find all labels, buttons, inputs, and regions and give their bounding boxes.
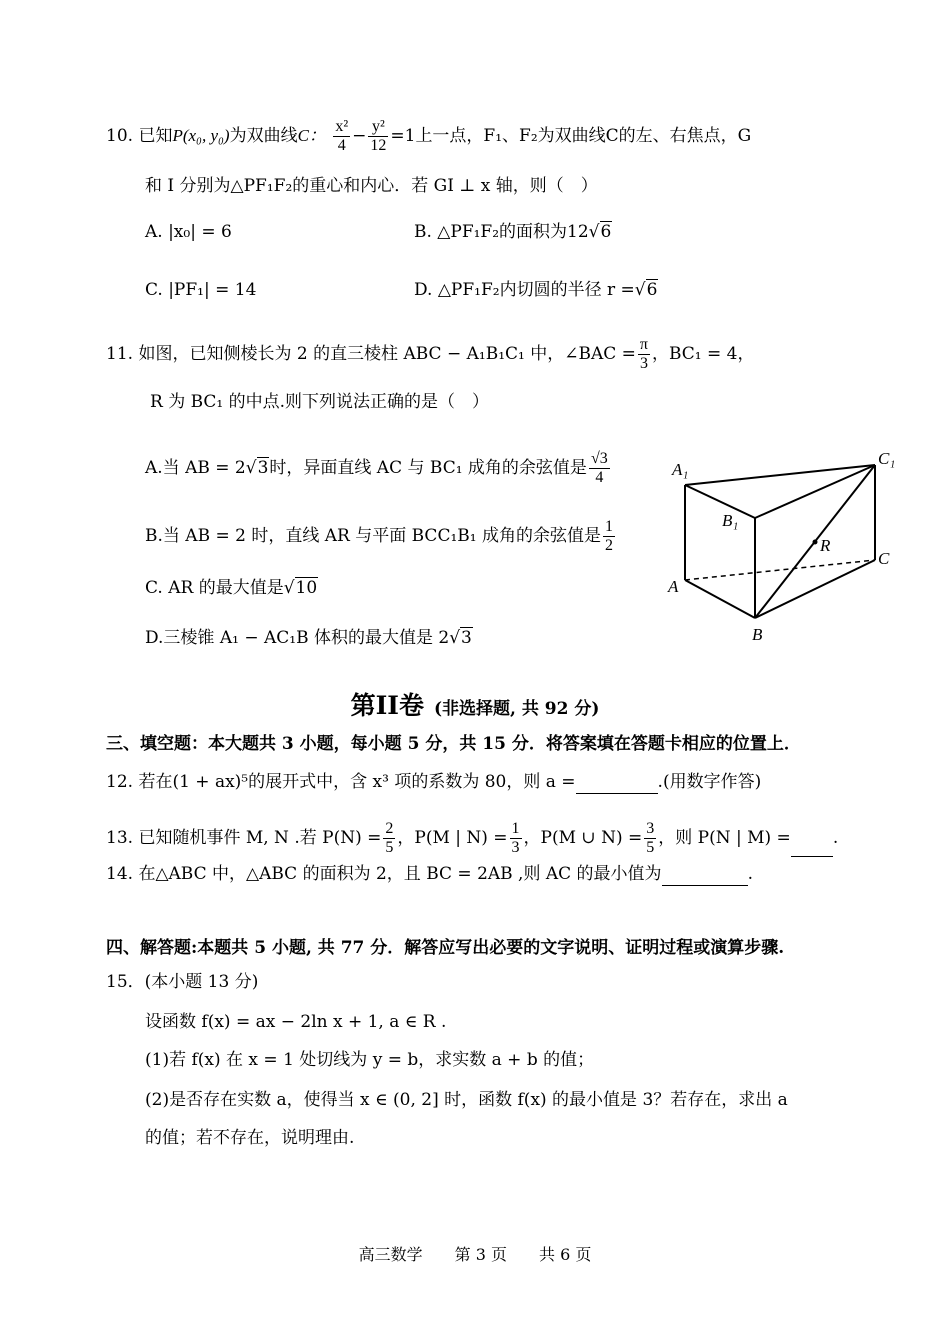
label-c: C — [878, 549, 890, 568]
section-2-subtitle: (非选择题, 共 92 分) — [433, 699, 600, 719]
section-2-title: 第II卷 — [350, 691, 424, 720]
q10-frac-x — [333, 118, 350, 155]
frac-denominator: 5 — [646, 839, 655, 856]
radicand: 10 — [295, 578, 318, 598]
point-r — [813, 540, 818, 545]
option-text: B. △PF₁F₂的面积为12 — [414, 222, 589, 242]
q11-option-c: C. AR 的最大值是√10 — [145, 578, 318, 598]
section-2-heading — [0, 686, 950, 722]
edge-ab — [685, 580, 755, 618]
edge-bc — [755, 560, 875, 618]
frac-numerator: 1 — [604, 518, 613, 535]
q11-text-end: ，BC₁ = 4， — [651, 344, 755, 364]
edge-a1b1 — [685, 485, 755, 518]
radicand: 3 — [257, 458, 269, 478]
q14-text: 14. 在△ABC 中，△ABC 的面积为 2，且 BC = 2AB ,则 AC 的最小值为 — [106, 864, 662, 884]
radicand: 6 — [646, 280, 658, 300]
q15-title: 15．(本小题 13 分) — [106, 972, 259, 992]
q13-answer-blank[interactable] — [791, 838, 833, 857]
q11-option-b — [145, 518, 617, 555]
q12-line — [106, 770, 761, 794]
option-text: A.当 AB = 2 — [145, 458, 246, 478]
q10-frac-y — [368, 118, 388, 155]
q10-line2: 和 I 分别为△PF₁F₂的重心和内心．若 GI ⊥ x 轴，则（ ） — [145, 176, 598, 196]
label-b: B — [752, 625, 763, 644]
minus-sign: − — [352, 126, 367, 146]
q13-text: 13. 已知随机事件 M, N .若 P(N) = — [106, 828, 382, 848]
q11-b-frac — [603, 518, 615, 555]
q15-line4: 的值；若不存在，说明理由. — [145, 1128, 355, 1148]
frac-numerator: 3 — [646, 820, 655, 837]
q13-frac-1 — [383, 820, 395, 857]
option-text: D.三棱锥 A₁ − AC₁B 体积的最大值是 2 — [145, 628, 450, 648]
frac-numerator: y² — [368, 118, 388, 137]
q10-curve: C： — [297, 126, 326, 145]
q13-text: ，则 P(N | M) = — [658, 828, 791, 848]
equals-one: =1 — [390, 126, 416, 146]
q13-period: . — [832, 828, 839, 848]
q13-text: ，P(M ∪ N) = — [523, 828, 643, 848]
option-text: 时，异面直线 AC 与 BC₁ 成角的余弦值是 — [269, 458, 587, 478]
frac-denominator: 3 — [639, 355, 648, 372]
q13-frac-3 — [644, 820, 656, 857]
q11-line2: R 为 BC₁ 的中点.则下列说法正确的是（ ） — [150, 392, 490, 412]
radicand: 6 — [600, 222, 612, 242]
page-footer: 高三数学 第 3 页 共 6 页 — [358, 1245, 592, 1264]
q10-option-b: B. △PF₁F₂的面积为12√6 — [414, 222, 612, 242]
q11-a-frac — [589, 450, 610, 487]
label-a1: A₁ — [672, 460, 689, 479]
frac-denominator: 4 — [595, 469, 604, 486]
q14-line — [106, 862, 753, 886]
frac-denominator: 2 — [604, 537, 613, 554]
q13-frac-2 — [510, 820, 522, 857]
q12-text: 12. 若在(1 + ax)⁵的展开式中，含 x³ 项的系数为 80，则 a = — [106, 772, 576, 792]
q15-line2: (1)若 f(x) 在 x = 1 处切线为 y = b，求实数 a + b 的值； — [145, 1050, 595, 1070]
edge-a1c1 — [685, 465, 875, 485]
q10-option-a: A. |x₀| = 6 — [145, 222, 232, 242]
q13-line — [106, 820, 838, 857]
edge-b1c1 — [755, 465, 875, 518]
q14-answer-blank[interactable] — [662, 867, 748, 886]
q12-text-end: .(用数字作答) — [657, 772, 762, 792]
label-r: R — [820, 536, 831, 555]
radicand: 3 — [461, 628, 472, 648]
q10-option-c: C. |PF₁| = 14 — [145, 280, 257, 300]
option-text: C. AR 的最大值是 — [145, 578, 284, 598]
edge-ac-hidden — [685, 560, 875, 580]
q10-point: P(x₀, y₀) — [172, 126, 230, 145]
frac-denominator: 12 — [370, 137, 387, 154]
part4-heading: 四、解答题:本题共 5 小题, 共 77 分．解答应写出必要的文字说明、证明过程或演算步骤. — [106, 938, 785, 958]
q11-line1 — [106, 336, 754, 373]
q11-text: 11. 如图，已知侧棱长为 2 的直三棱柱 ABC − A₁B₁C₁ 中，∠BAC = — [106, 344, 636, 364]
frac-numerator: π — [639, 336, 648, 353]
label-b1: B₁ — [722, 511, 739, 530]
frac-denominator: 5 — [385, 839, 394, 856]
q15-line3: (2)是否存在实数 a，使得当 x ∈ (0, 2] 时，函数 f(x) 的最小值是 3？若存在，求出 a — [145, 1090, 788, 1110]
frac-denominator: 3 — [511, 839, 520, 856]
part3-heading: 三、填空题：本大题共 3 小题，每小题 5 分，共 15 分．将答案填在答题卡相应的位置上． — [106, 734, 801, 754]
label-a: A — [668, 577, 679, 596]
q11-option-a: A.当 AB = 2√3时，异面直线 AC 与 BC₁ 成角的余弦值是 $\frac{√3}{4}$ — [145, 450, 608, 486]
q13-text: ，P(M | N) = — [397, 828, 508, 848]
prism-figure — [660, 440, 910, 650]
q12-answer-blank[interactable] — [576, 775, 658, 794]
q11-option-d: D.三棱锥 A₁ − AC₁B 体积的最大值是 2√3 — [145, 628, 472, 648]
frac-numerator: x² — [335, 118, 349, 135]
label-c1: C₁ — [878, 449, 896, 468]
frac-denominator: 4 — [337, 137, 346, 154]
q10-line1 — [106, 118, 751, 155]
q15-line1: 设函数 f(x) = ax − 2ln x + 1, a ∈ R . — [145, 1012, 447, 1032]
option-text: D. △PF₁F₂内切圆的半径 r = — [414, 280, 635, 300]
frac-numerator: √3 — [590, 450, 608, 467]
q10-option-d: D. △PF₁F₂内切圆的半径 r =√6 — [414, 280, 658, 300]
q14-period: . — [747, 864, 753, 884]
q10-text-end: 上一点，F₁、F₂为双曲线C的左、右焦点，G — [415, 126, 752, 146]
q10-text: 为双曲线 — [229, 126, 298, 146]
frac-numerator: 1 — [511, 820, 520, 837]
option-text: B.当 AB = 2 时，直线 AR 与平面 BCC₁B₁ 成角的余弦值是 — [145, 526, 601, 546]
frac-numerator: 2 — [385, 820, 394, 837]
q10-number: 10. 已知 — [106, 126, 173, 146]
q11-angle-frac — [638, 336, 650, 373]
